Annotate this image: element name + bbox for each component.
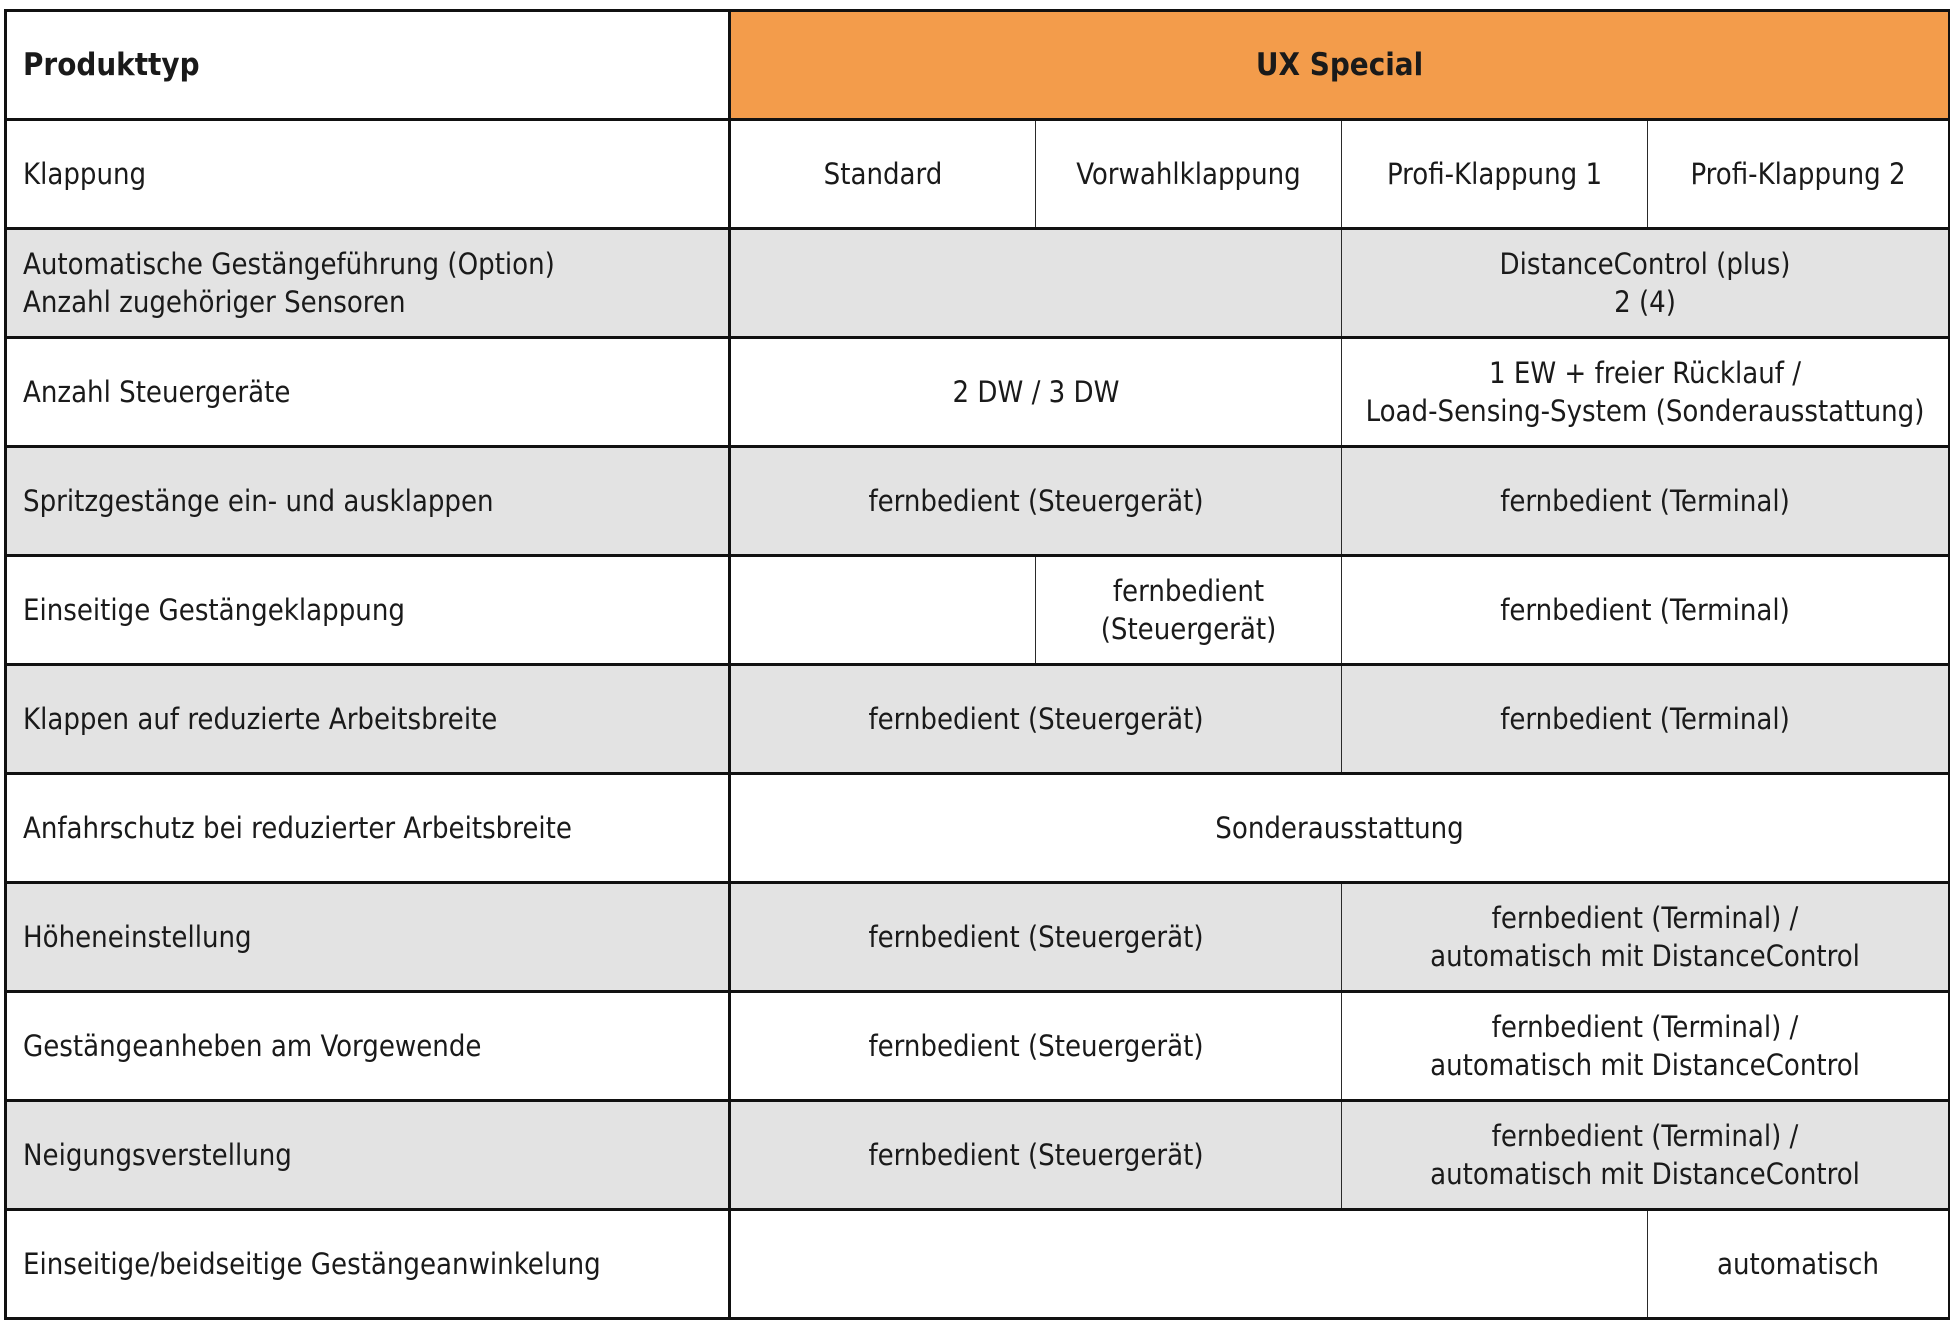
cell-profi: 1 EW + freier Rücklauf / Load-Sensing-System (Sonderausstattung): [1342, 338, 1950, 447]
table-row-vorgewende: [6, 992, 1950, 1101]
cell-standard: [730, 556, 1036, 665]
cell-standard-vorwahl: fernbedient (Steuergerät): [730, 1101, 1342, 1210]
cell-standard-vorwahl: [730, 229, 1342, 338]
row-label: Anzahl Steuergeräte: [6, 338, 730, 447]
row-label: Neigungsverstellung: [6, 1101, 730, 1210]
cell-profi: DistanceControl (plus) 2 (4): [1342, 229, 1950, 338]
table-row-neigung: [6, 1101, 1950, 1210]
cell-standard-vorwahl: fernbedient (Steuergerät): [730, 992, 1342, 1101]
table-row-gestaengefuehrung: [6, 229, 1950, 338]
spec-table: [4, 9, 1950, 1320]
table-row-steuergeraete: [6, 338, 1950, 447]
cell-profi: fernbedient (Terminal): [1342, 556, 1950, 665]
option-vorwahlklappung: Vorwahlklappung: [1036, 120, 1342, 229]
table-row-klappung: [6, 120, 1950, 229]
cell-profi: fernbedient (Terminal) / automatisch mit DistanceControl: [1342, 1101, 1950, 1210]
table-row-einseitige-klappung: [6, 556, 1950, 665]
row-label: Einseitige/beidseitige Gestängeanwinkelung: [6, 1210, 730, 1319]
product-name-header: UX Special: [730, 11, 1950, 120]
cell-standard-vorwahl: fernbedient (Steuergerät): [730, 883, 1342, 992]
table-row-ein-ausklappen: [6, 447, 1950, 556]
table-row-reduzierte-breite: [6, 665, 1950, 774]
cell-standard-to-profi1: [730, 1210, 1648, 1319]
cell-all: Sonderausstattung: [730, 774, 1950, 883]
table-row-hoeheneinstellung: [6, 883, 1950, 992]
row-label: Klappen auf reduzierte Arbeitsbreite: [6, 665, 730, 774]
row-label: Höheneinstellung: [6, 883, 730, 992]
header-row: [6, 11, 1950, 120]
option-standard: Standard: [730, 120, 1036, 229]
cell-standard-vorwahl: fernbedient (Steuergerät): [730, 447, 1342, 556]
row-label: Gestängeanheben am Vorgewende: [6, 992, 730, 1101]
row-label: Einseitige Gestängeklappung: [6, 556, 730, 665]
cell-standard-vorwahl: fernbedient (Steuergerät): [730, 665, 1342, 774]
row-label: Automatische Gestängeführung (Option) Anzahl zugehöriger Sensoren: [6, 229, 730, 338]
cell-profi: fernbedient (Terminal) / automatisch mit DistanceControl: [1342, 883, 1950, 992]
row-label: Klappung: [6, 120, 730, 229]
row-label: Spritzgestänge ein- und ausklappen: [6, 447, 730, 556]
table-row-anfahrschutz: [6, 774, 1950, 883]
product-type-label: Produkttyp: [6, 11, 730, 120]
row-label: Anfahrschutz bei reduzierter Arbeitsbreite: [6, 774, 730, 883]
cell-profi: fernbedient (Terminal): [1342, 665, 1950, 774]
cell-profi-klappung-2: automatisch: [1648, 1210, 1950, 1319]
option-profi-klappung-2: Profi-Klappung 2: [1648, 120, 1950, 229]
cell-vorwahl: fernbedient (Steuergerät): [1036, 556, 1342, 665]
cell-profi: fernbedient (Terminal): [1342, 447, 1950, 556]
cell-standard-vorwahl: 2 DW / 3 DW: [730, 338, 1342, 447]
table-row-anwinkelung: [6, 1210, 1950, 1319]
cell-profi: fernbedient (Terminal) / automatisch mit DistanceControl: [1342, 992, 1950, 1101]
option-profi-klappung-1: Profi-Klappung 1: [1342, 120, 1648, 229]
